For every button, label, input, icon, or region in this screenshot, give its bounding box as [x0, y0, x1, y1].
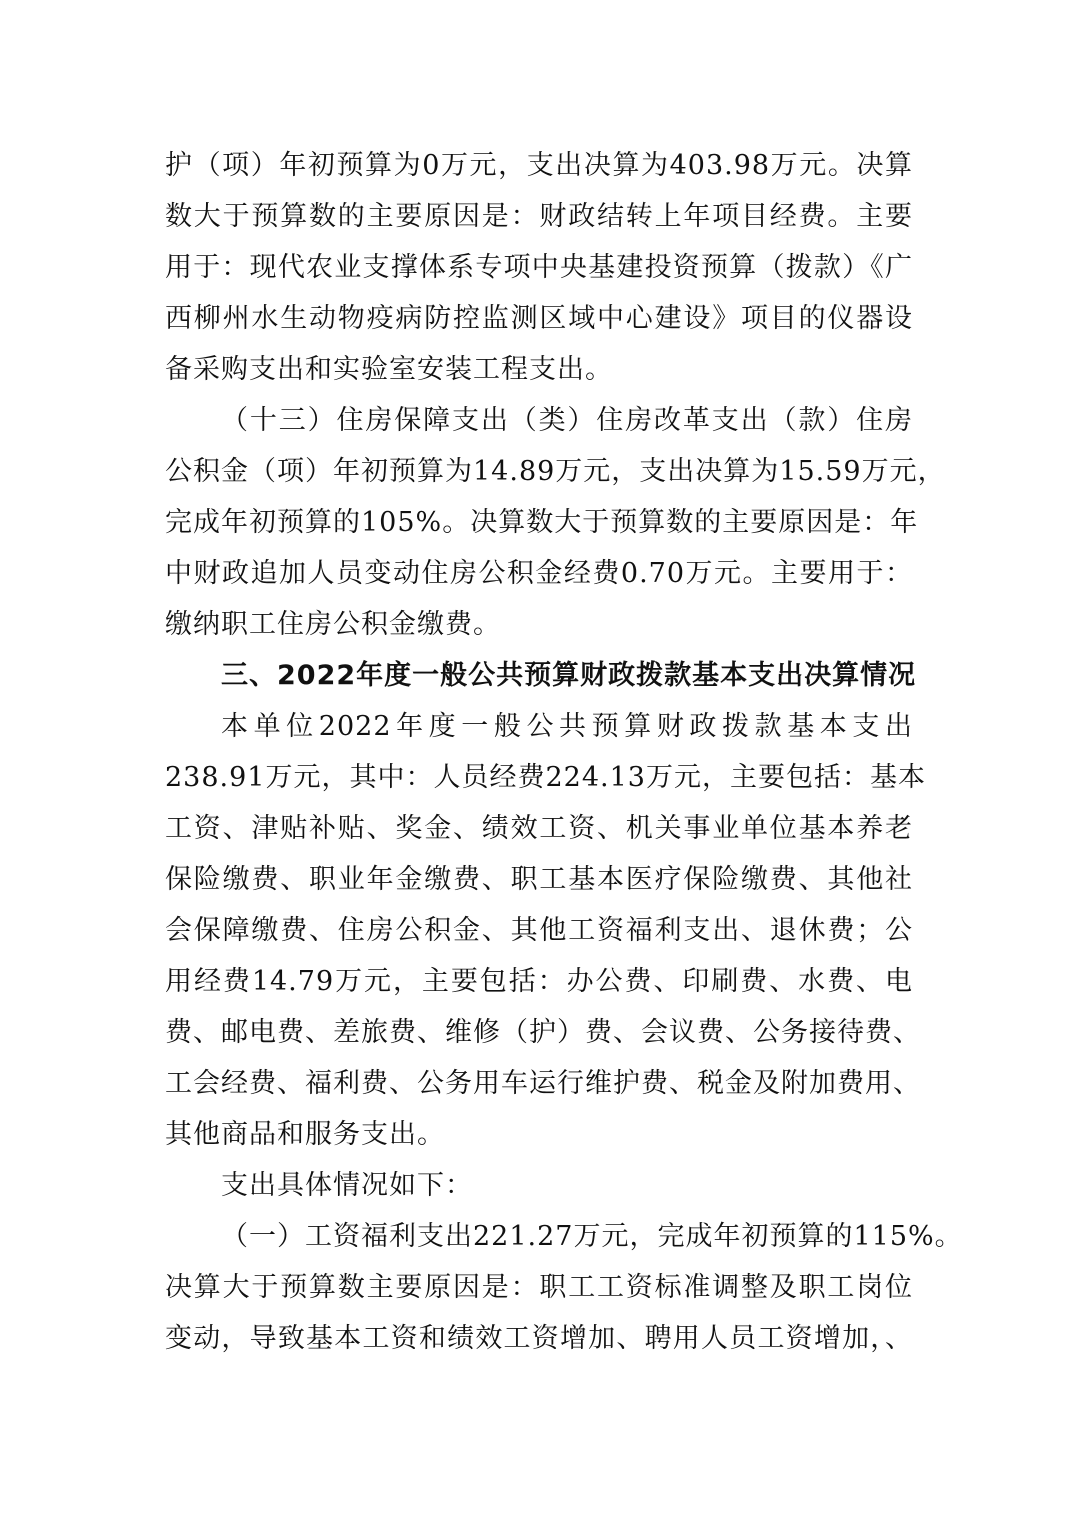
paragraph-details-intro — [165, 1160, 913, 1211]
text-line: 中财政追加人员变动住房公积金经费0.70万元。主要用于： — [165, 558, 913, 589]
paragraph-basic-expenditure — [165, 701, 926, 1160]
text-line: 西柳州水生动物疫病防控监测区域中心建设》项目的仪器设 — [165, 303, 913, 334]
text-line: （一）工资福利支出221.27万元，完成年初预算的115%。 — [221, 1221, 963, 1252]
text-line: 备采购支出和实验室安装工程支出。 — [165, 354, 613, 385]
text-line: 工会经费、福利费、公务用车运行维护费、税金及附加费用、 — [165, 1068, 921, 1099]
paragraph-wage-welfare — [165, 1211, 963, 1364]
text-line: 本单位2022年度一般公共预算财政拨款基本支出 — [221, 711, 913, 742]
text-line: 会保障缴费、住房公积金、其他工资福利支出、退休费；公 — [165, 915, 913, 946]
section-heading — [165, 650, 917, 701]
text-line: 护（项）年初预算为0万元，支出决算为403.98万元。决算 — [165, 150, 913, 181]
text-line: 完成年初预算的105%。决算数大于预算数的主要原因是：年 — [165, 507, 919, 538]
text-line: 保险缴费、职业年金缴费、职工基本医疗保险缴费、其他社 — [165, 864, 913, 895]
document-page — [165, 140, 963, 1364]
text-line: 变动，导致基本工资和绩效工资增加、聘用人员工资增加，、 — [165, 1323, 913, 1354]
text-line: 决算大于预算数主要原因是：职工工资标准调整及职工岗位 — [165, 1272, 913, 1303]
text-line: 数大于预算数的主要原因是：财政结转上年项目经费。主要 — [165, 201, 913, 232]
text-line: 支出具体情况如下： — [221, 1170, 473, 1201]
text-line: 费、邮电费、差旅费、维修（护）费、会议费、公务接待费、 — [165, 1017, 921, 1048]
heading-text: 三、2022年度一般公共预算财政拨款基本支出决算情况 — [221, 660, 917, 691]
text-line: 工资、津贴补贴、奖金、绩效工资、机关事业单位基本养老 — [165, 813, 913, 844]
text-line: 缴纳职工住房公积金缴费。 — [165, 609, 501, 640]
paragraph-housing-fund — [165, 395, 946, 650]
text-line: 用于：现代农业支撑体系专项中央基建投资预算（拨款）《广 — [165, 252, 913, 283]
text-line: 238.91万元，其中：人员经费224.13万元，主要包括：基本 — [165, 762, 926, 793]
text-line: 其他商品和服务支出。 — [165, 1119, 445, 1150]
text-line: （十三）住房保障支出（类）住房改革支出（款）住房 — [221, 405, 913, 436]
text-line: 用经费14.79万元，主要包括：办公费、印刷费、水费、电 — [165, 966, 913, 997]
paragraph-project-expenditure — [165, 140, 913, 395]
text-line: 公积金（项）年初预算为14.89万元，支出决算为15.59万元， — [165, 456, 946, 487]
